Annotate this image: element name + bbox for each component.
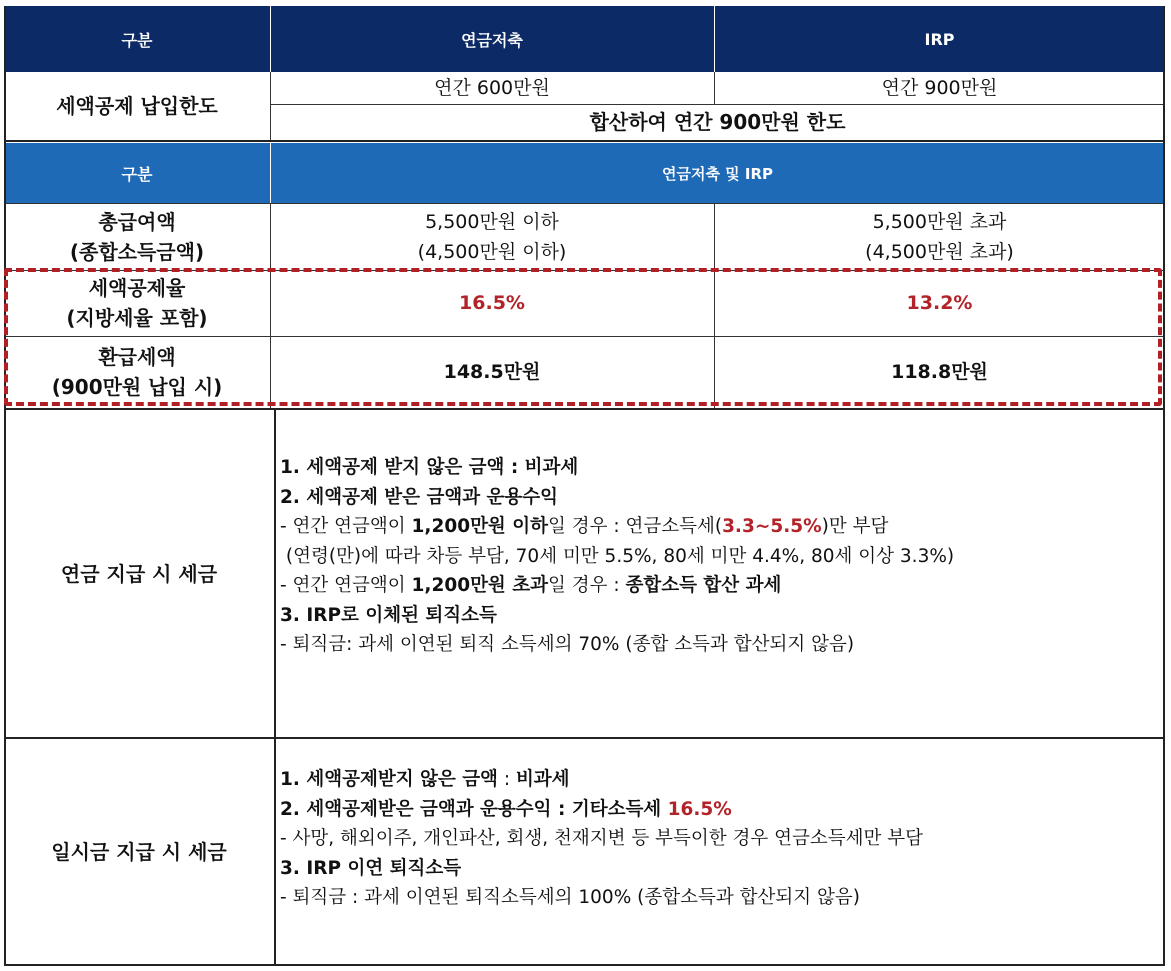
lump-line-1-b: :	[497, 769, 516, 790]
income-high	[714, 203, 1165, 270]
lump-line-4: 3. IRP 이연 퇴직소득	[280, 857, 462, 879]
rate-label-line2: (지방세율 포함)	[66, 306, 208, 330]
annuity-line-3-a: - 연간 연금액이	[280, 516, 412, 537]
limit-pension-value: 연간 600만원	[434, 77, 550, 99]
income-low	[270, 203, 714, 270]
table-left-border	[4, 6, 6, 966]
annuity-tax-label: 연금 지급 시 세금	[60, 562, 218, 586]
income-high-line2: (4,500만원 초과)	[865, 240, 1014, 263]
refund-high-value: 118.8만원	[891, 361, 988, 383]
pension-tax-table	[4, 0, 1165, 966]
col-divider	[714, 72, 715, 104]
row-divider	[270, 104, 1165, 105]
lump-line-1-c: 비과세	[515, 769, 570, 790]
header2-col-pension-and-irp: 연금저축 및 IRP	[270, 143, 1165, 203]
highlight-dashed-box	[4, 268, 1162, 406]
lump-line-1	[280, 765, 1160, 795]
annuity-line-5-a: - 연간 연금액이	[280, 575, 412, 596]
lump-line-2-a: 2. 세액공제받은 금액과 운용수익 : 기타소득세	[280, 798, 668, 820]
annuity-line-5-d: 종합소득 합산 과세	[625, 575, 782, 596]
limit-combined-value: 합산하여 연간 900만원 한도	[589, 110, 846, 134]
lump-line-2	[280, 795, 1160, 825]
row-divider	[4, 140, 1165, 142]
rate-label-line1: 세액공제율	[88, 276, 186, 300]
col-divider	[274, 408, 276, 966]
lump-line-1-a: 1. 세액공제받지 않은 금액	[280, 769, 498, 790]
annuity-line-3-e: )만 부담	[821, 516, 889, 537]
refund-label-line1: 환급세액	[98, 345, 176, 369]
row-divider	[4, 408, 1165, 410]
annuity-line-3	[280, 512, 1160, 542]
annuity-line-5-b: 1,200만원 초과	[411, 575, 548, 596]
lump-line-5: - 퇴직금 : 과세 이연된 퇴직소득세의 100% (종합소득과 합산되지 않음)	[280, 887, 860, 908]
limit-irp-value: 연간 900만원	[881, 77, 998, 99]
lump-tax-details	[280, 765, 1160, 913]
annuity-line-4: (연령(만)에 따라 차등 부담, 70세 미만 5.5%, 80세 미만 4.4%, 80세 이상 3.3%)	[280, 545, 955, 567]
annuity-line-2: 2. 세액공제 받은 금액과 운용수익	[280, 486, 558, 508]
limit-label: 세액공제 납입한도	[56, 94, 218, 118]
refund-low-value: 148.5만원	[443, 361, 541, 383]
income-high-line1: 5,500만원 초과	[872, 210, 1007, 233]
header-col-irp: IRP	[714, 6, 1165, 72]
income-label	[4, 203, 270, 270]
lump-line-3: - 사망, 해외이주, 개인파산, 회생, 천재지변 등 부득이한 경우 연금소득세만 부담	[280, 828, 924, 849]
row-divider	[4, 203, 1165, 204]
header-col-category: 구분	[4, 6, 270, 72]
annuity-line-5-c: 일 경우 :	[548, 575, 626, 596]
header-col-pension-savings: 연금저축	[270, 6, 714, 72]
annuity-line-3-d: 3.3~5.5%	[722, 516, 822, 537]
row-divider	[4, 737, 1165, 739]
annuity-line-3-b: 1,200만원 이하	[411, 516, 548, 537]
col-divider	[270, 72, 271, 140]
lump-tax-label: 일시금 지급 시 세금	[51, 840, 227, 864]
annuity-line-5	[280, 571, 1160, 601]
annuity-line-3-c: 일 경우 : 연금소득세(	[548, 516, 723, 537]
income-label-line1: 총급여액	[98, 209, 176, 234]
header-divider	[270, 6, 271, 72]
annuity-tax-details	[280, 453, 1160, 660]
income-low-line2: (4,500만원 이하)	[417, 240, 567, 263]
rate-low-value: 16.5%	[459, 292, 525, 314]
table-right-border	[1163, 6, 1165, 966]
annuity-line-1: 1. 세액공제 받지 않은 금액 : 비과세	[280, 457, 579, 478]
refund-label-line2: (900만원 납입 시)	[51, 375, 223, 399]
annuity-line-7: - 퇴직금: 과세 이연된 퇴직 소득세의 70% (종합 소득과 합산되지 않음)	[280, 634, 855, 655]
header2-col-category: 구분	[4, 143, 270, 203]
lump-line-2-b: 16.5%	[667, 798, 732, 820]
header-divider	[270, 143, 271, 203]
header-divider	[714, 6, 715, 72]
income-low-line1: 5,500만원 이하	[425, 210, 559, 233]
rate-high-value: 13.2%	[906, 292, 973, 314]
income-label-line2: (종합소득금액)	[69, 239, 205, 264]
table-bottom-border	[4, 964, 1165, 966]
annuity-line-6: 3. IRP로 이체된 퇴직소득	[280, 604, 497, 626]
